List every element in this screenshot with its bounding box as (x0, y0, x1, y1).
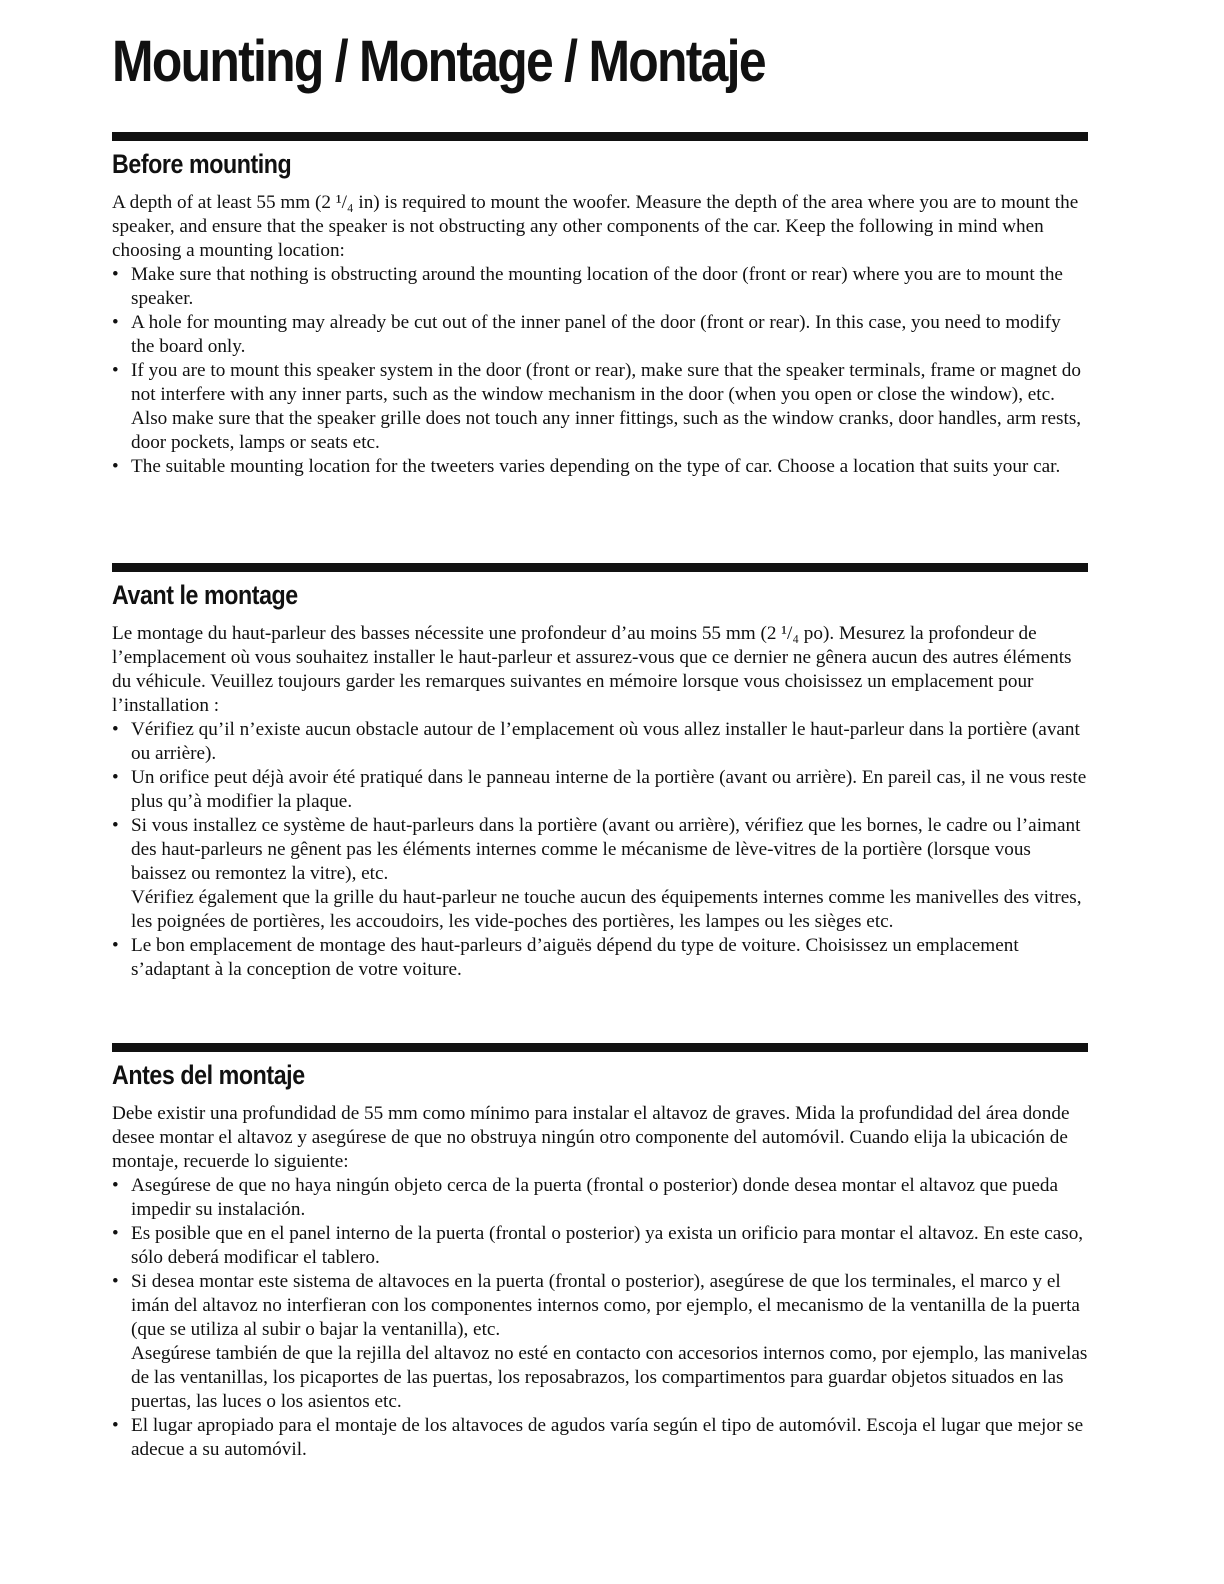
bullet-icon: • (112, 1415, 119, 1436)
bullet-text: Le bon emplacement de montage des haut-parleurs d’aiguës dépend du type de voiture. Choisissez un emplacement s’adaptant à la conception de votre voiture. (131, 935, 1019, 980)
bullet-text: A hole for mounting may already be cut out of the inner panel of the door (front or rear). In this case, you need to modify the board only. (131, 312, 1061, 357)
bullet-icon: • (112, 264, 119, 285)
bullet-text: If you are to mount this speaker system in the door (front or rear), make sure that the speaker terminals, frame or magnet do not interfere with any inner parts, such as the window mechanism in the door (when you open or close the window), etc. (131, 360, 1081, 405)
bullet-continuation: Vérifiez également que la grille du haut-parleur ne touche aucun des équipements internes comme les manivelles des vitres, les poignées de portières, les accoudoirs, les vide-poches des portières, les lampes ou les sièges etc. (131, 887, 1082, 932)
bullet-text: Es posible que en el panel interno de la puerta (frontal o posterior) ya exista un orificio para montar el altavoz. En este caso, sólo deberá modificar el tablero. (131, 1223, 1084, 1268)
bullet-icon: • (112, 456, 119, 477)
list-item (112, 455, 1088, 479)
list-item (112, 766, 1088, 814)
bullet-icon: • (112, 767, 119, 788)
bullet-text: Un orifice peut déjà avoir été pratiqué dans le panneau interne de la portière (avant ou arrière). En pareil cas, il ne vous reste plus qu’à modifier la plaque. (131, 767, 1087, 812)
section-divider (112, 132, 1088, 141)
section-intro: Le montage du haut-parleur des basses nécessite une profondeur d’au moins 55 mm (2 ¹/₄ po). Mesurez la profondeur de l’emplacement où vous souhaitez installer le haut-parleur et assurez-vous que ce dernier ne gênera aucun des autres éléments du véhicule. Veuillez toujours garder les remarques suivantes en mémoire lorsque vous choisissez un emplacement pour l’installation : (112, 623, 1072, 716)
bullet-text: Make sure that nothing is obstructing around the mounting location of the door (front or rear) where you are to mount the speaker. (131, 264, 1063, 309)
bullet-text: Vérifiez qu’il n’existe aucun obstacle autour de l’emplacement où vous allez installer le haut-parleur dans la portière (avant ou arrière). (131, 719, 1080, 764)
bullet-icon: • (112, 1271, 119, 1292)
bullet-icon: • (112, 360, 119, 381)
list-item (112, 718, 1088, 766)
list-item (112, 1414, 1088, 1462)
section-heading: Avant le montage (112, 580, 298, 610)
list-item (112, 359, 1088, 455)
bullet-list (112, 718, 1088, 982)
list-item (112, 311, 1088, 359)
list-item (112, 814, 1088, 934)
bullet-icon: • (112, 935, 119, 956)
bullet-continuation: Also make sure that the speaker grille does not touch any inner fittings, such as the window cranks, door handles, arm rests, door pockets, lamps or seats etc. (131, 408, 1082, 453)
bullet-text: Asegúrese de que no haya ningún objeto cerca de la puerta (frontal o posterior) donde desea montar el altavoz que pueda impedir su instalación. (131, 1175, 1059, 1220)
section-heading: Antes del montaje (112, 1060, 305, 1090)
list-item (112, 1270, 1088, 1414)
bullet-continuation: Asegúrese también de que la rejilla del altavoz no esté en contacto con accesorios internos como, por ejemplo, las manivelas de las ventanillas, los picaportes de las puertas, los reposabrazos, los compartimentos para guardar objetos situados en las puertas, las luces o los asientos etc. (131, 1343, 1088, 1412)
section-heading: Before mounting (112, 149, 292, 179)
bullet-icon: • (112, 312, 119, 333)
page-title: Mounting / Montage / Montaje (112, 29, 765, 94)
bullet-list (112, 263, 1088, 479)
section-intro: Debe existir una profundidad de 55 mm como mínimo para instalar el altavoz de graves. Mida la profundidad del área donde desee montar el altavoz y asegúrese de que no obstruya ningún otro componente del automóvil. Cuando elija la ubicación de montaje, recuerde lo siguiente: (112, 1103, 1070, 1172)
section-intro: A depth of at least 55 mm (2 ¹/₄ in) is required to mount the woofer. Measure the depth of the area where you are to mount the speaker, and ensure that the speaker is not obstructing any other components of the car. Keep the following in mind when choosing a mounting location: (112, 192, 1079, 261)
section-divider (112, 563, 1088, 572)
bullet-text: Si vous installez ce système de haut-parleurs dans la portière (avant ou arrière), vérifiez que les bornes, le cadre ou l’aimant des haut-parleurs ne gênent pas les éléments internes comme le mécanisme de lève-vitres de la portière (lorsque vous baissez ou remontez la vitre), etc. (131, 815, 1081, 884)
bullet-text: Si desea montar este sistema de altavoces en la puerta (frontal o posterior), asegúrese de que los terminales, el marco y el imán del altavoz no interfieran con los componentes internos como, por ejemplo, el mecanismo de la ventanilla de la puerta (que se utiliza al subir o bajar la ventanilla), etc. (131, 1271, 1080, 1340)
list-item (112, 263, 1088, 311)
bullet-text: The suitable mounting location for the tweeters varies depending on the type of car. Choose a location that suits your car. (131, 456, 1061, 477)
bullet-icon: • (112, 815, 119, 836)
list-item (112, 1222, 1088, 1270)
section-divider (112, 1043, 1088, 1052)
bullet-list (112, 1174, 1088, 1462)
bullet-text: El lugar apropiado para el montaje de los altavoces de agudos varía según el tipo de automóvil. Escoja el lugar que mejor se adecue a su automóvil. (131, 1415, 1084, 1460)
list-item (112, 934, 1088, 982)
list-item (112, 1174, 1088, 1222)
bullet-icon: • (112, 1175, 119, 1196)
section-french (112, 563, 1088, 982)
section-english (112, 132, 1088, 479)
bullet-icon: • (112, 719, 119, 740)
section-spanish (112, 1043, 1088, 1462)
bullet-icon: • (112, 1223, 119, 1244)
